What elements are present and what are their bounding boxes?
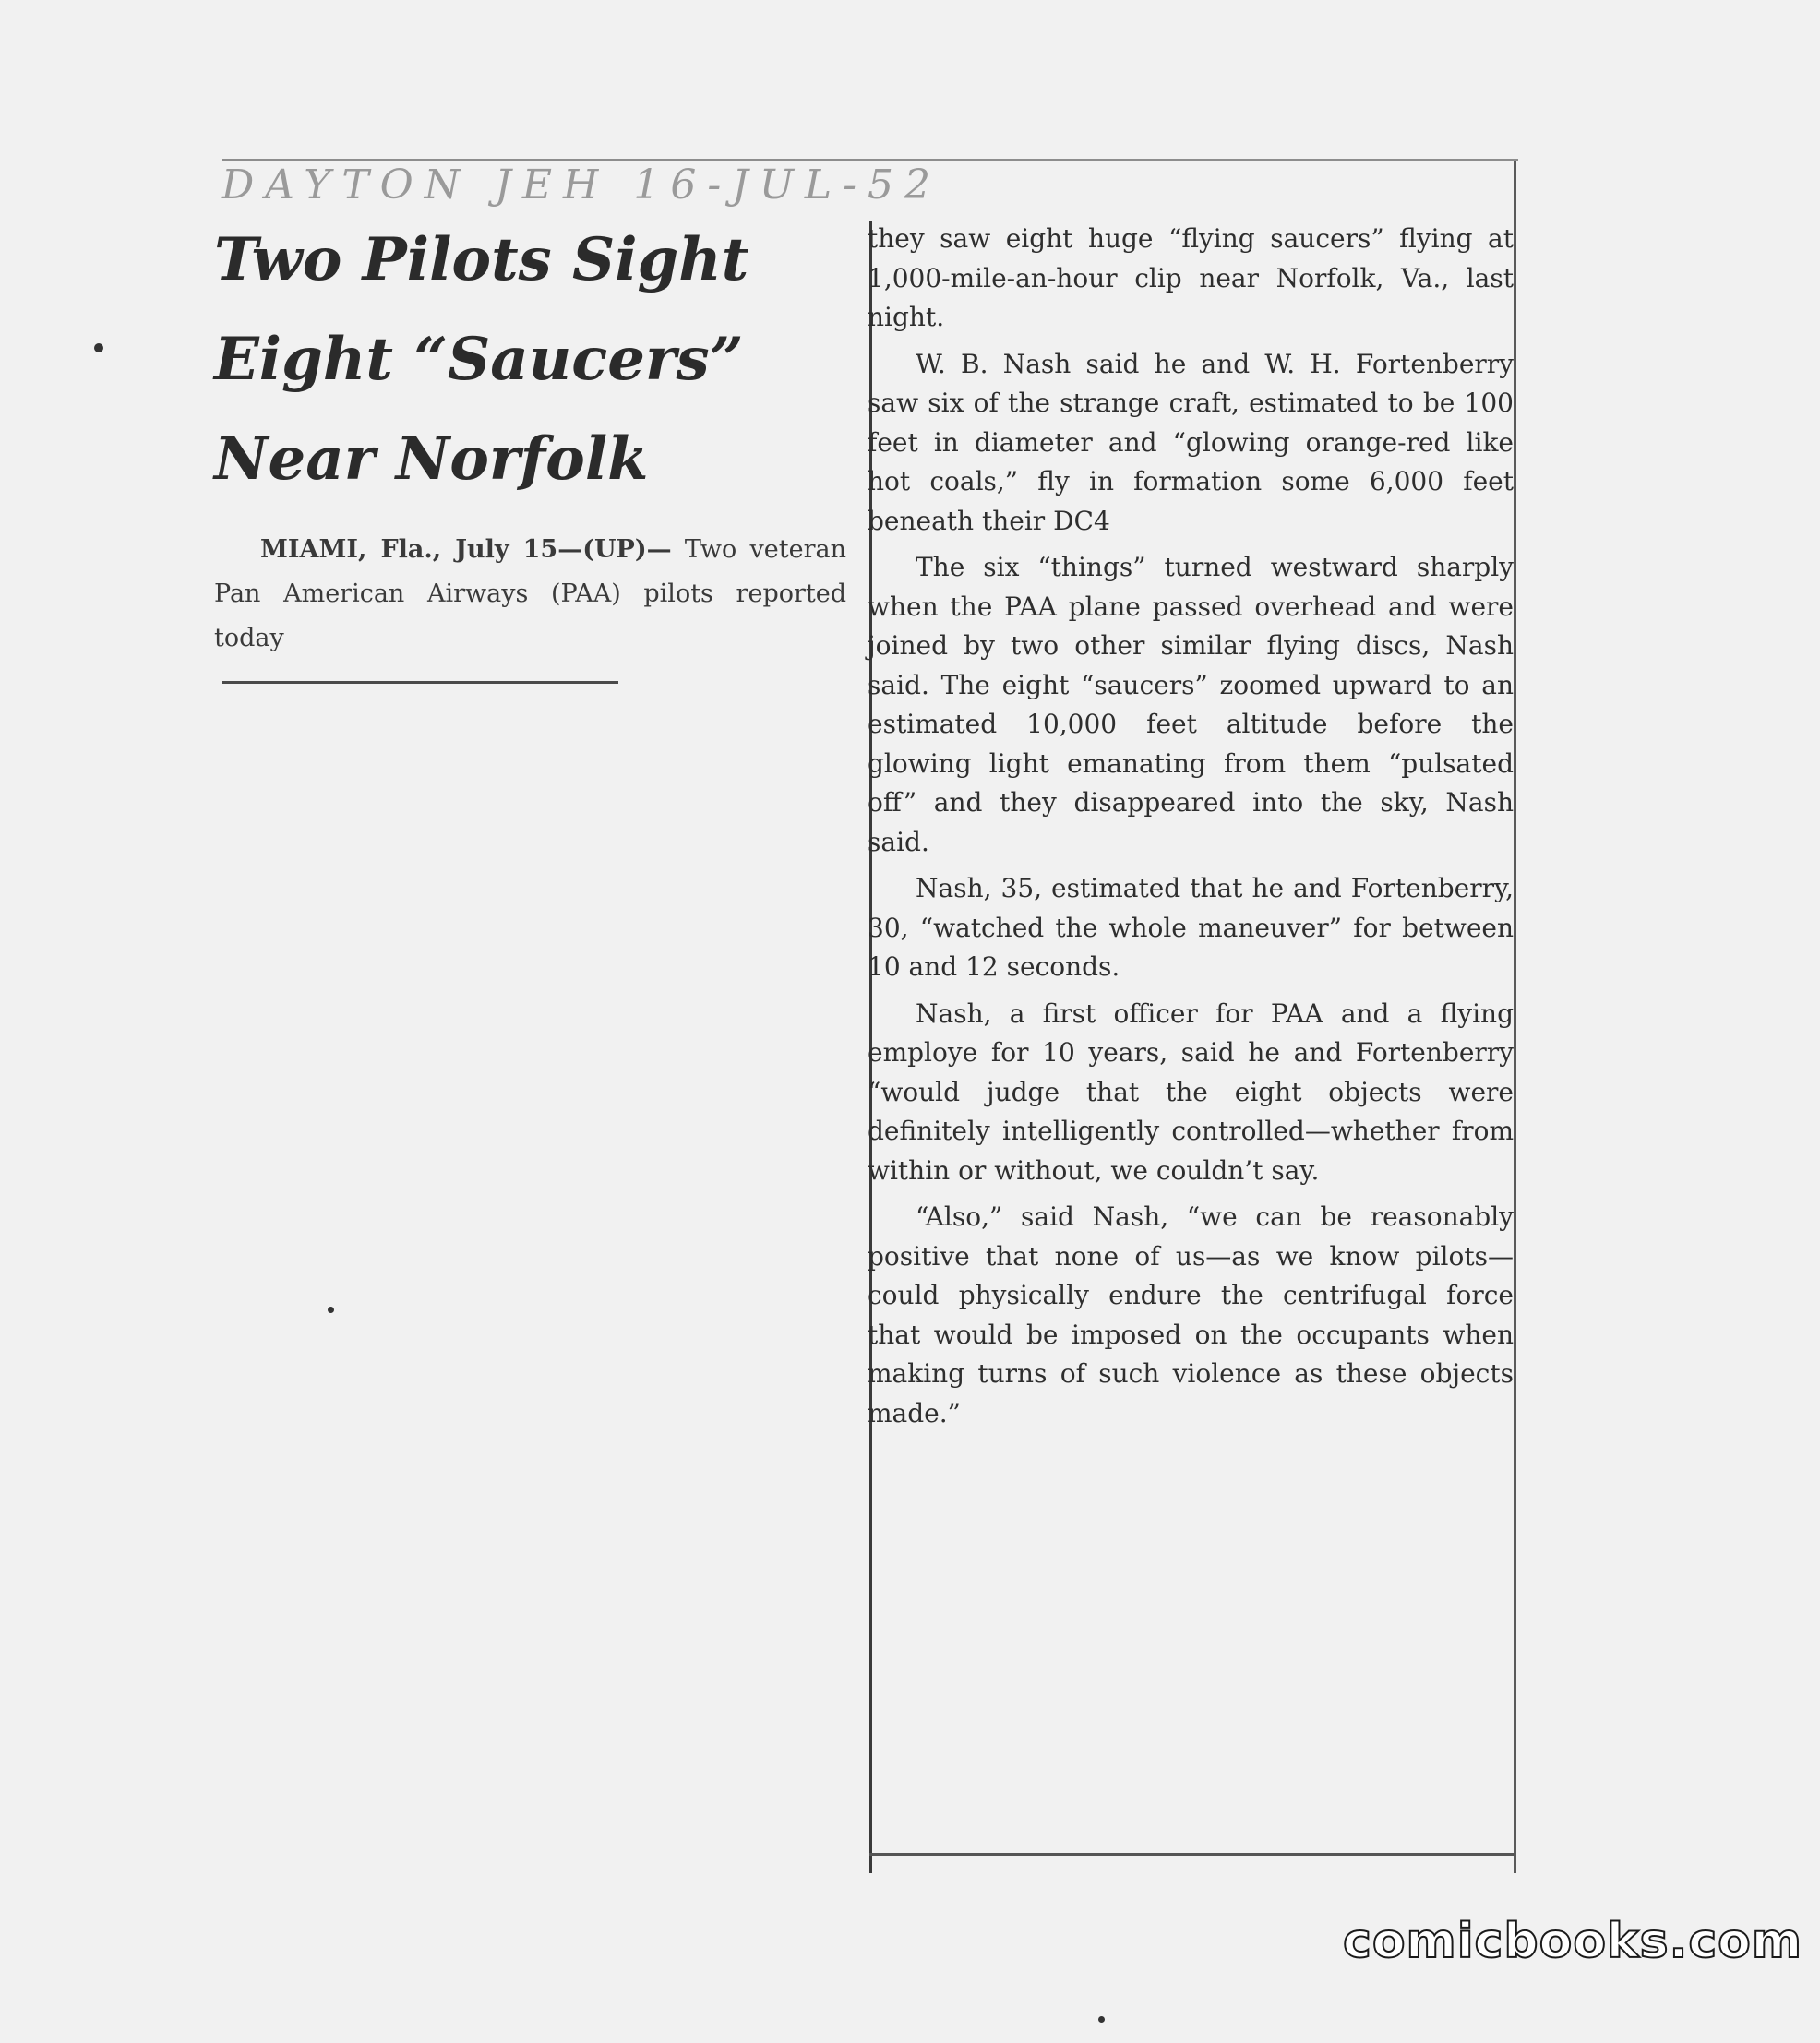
- lead-paragraph: [214, 528, 846, 661]
- body-paragraph-5: Nash, a first officer for PAA and a flying employe for 10 years, said he and Fortenberry “would judge that the eight objects were definitely intelligently controlled—whether from within or without, we couldn’t say.: [868, 998, 1514, 1186]
- column-bottom-rule: [869, 1853, 1515, 1856]
- body-paragraph-1: they saw eight huge “flying saucers” flying at 1,000-mile-an-hour clip near Norfolk, Va., last night.: [868, 223, 1514, 332]
- handwritten-annotation: DAYTON JEH 16-JUL-52: [222, 161, 941, 209]
- article-body: [868, 220, 1514, 1440]
- headline-line-1: Two Pilots Sight: [214, 225, 749, 294]
- scan-speck: [1098, 2016, 1105, 2023]
- headline-line-2: Eight “Saucers”: [214, 325, 744, 394]
- body-paragraph-2: W. B. Nash said he and W. H. Fortenberry saw six of the strange craft, estimated to be 100 feet in diameter and “glowing orange-red like hot coals,” fly in formation some 6,000 feet beneath their DC4: [868, 348, 1514, 536]
- headline: [214, 210, 842, 509]
- body-paragraph-3: The six “things” turned westward sharply when the PAA plane passed overhead and were joined by two other similar flying discs, Nash said. The eight “saucers” zoomed upward to an estimated 10,000 feet altitude before the glowing light emanating from them “pulsated off” and they disappeared into the sky, Nash said.: [868, 552, 1514, 857]
- scan-speck: [94, 343, 103, 352]
- dateline: MIAMI, Fla., July 15—(UP)—: [260, 535, 672, 564]
- body-paragraph-4: Nash, 35, estimated that he and Fortenberry, 30, “watched the whole maneuver” for between 10 and 12 seconds.: [868, 873, 1514, 982]
- scan-speck: [328, 1307, 334, 1313]
- watermark: comicbooks.com: [1343, 1914, 1803, 1969]
- column-border-right: [1514, 161, 1516, 1873]
- lead-text: Two veteran Pan American Airways (PAA) pilots reported today: [214, 535, 846, 652]
- body-paragraph-6: “Also,” said Nash, “we can be reasonably positive that none of us—as we know pilots—could physically endure the centrifugal force that would be imposed on the occupants when making turns of such violence as these objects made.”: [868, 1201, 1514, 1428]
- left-column-rule: [222, 681, 618, 684]
- headline-line-3: Near Norfolk: [214, 424, 649, 494]
